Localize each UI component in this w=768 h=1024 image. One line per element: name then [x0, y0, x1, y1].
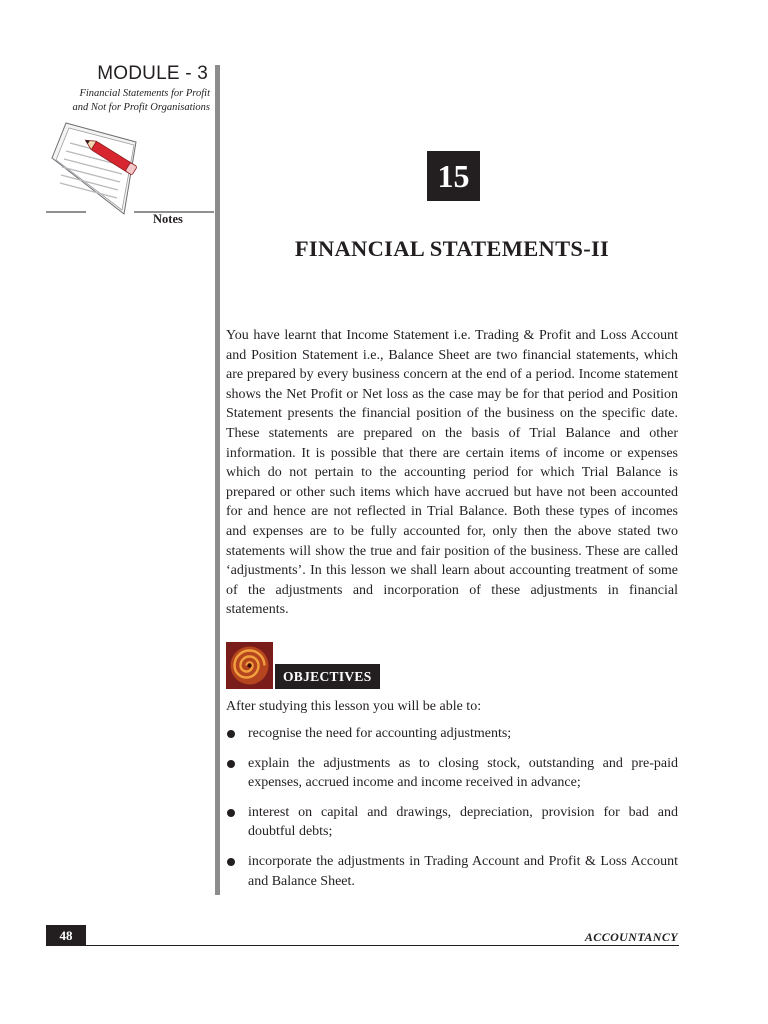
- bullet-icon: [227, 760, 235, 768]
- list-item: [226, 724, 678, 744]
- bullet-icon: [227, 809, 235, 817]
- list-item-text: interest on capital and drawings, depreciation, provision for bad and doubtful debts;: [248, 804, 678, 840]
- list-item-text: incorporate the adjustments in Trading Account and Profit & Loss Account and Balance Sheet.: [248, 853, 678, 889]
- footer-title: ACCOUNTANCY: [584, 930, 678, 944]
- bullet-icon: [227, 858, 235, 866]
- target-spiral-icon: [226, 642, 273, 689]
- chapter-title: FINANCIAL STATEMENTS-II: [294, 236, 610, 261]
- objectives-list: [226, 724, 678, 901]
- footer-divider: [86, 945, 679, 946]
- list-item-text: recognise the need for accounting adjustments;: [248, 726, 512, 741]
- list-item: [226, 803, 678, 842]
- module-subtitle-line-1: Financial Statements for Profit: [79, 88, 210, 99]
- notes-label: Notes: [153, 212, 183, 226]
- list-item: [226, 852, 678, 891]
- list-item-text: explain the adjustments as to closing stock, outstanding and pre-paid expenses, accrued income and income received in advance;: [248, 755, 678, 791]
- list-item: [226, 754, 678, 793]
- notepad-with-pencil-icon: [44, 118, 216, 218]
- module-label: MODULE - 3: [97, 63, 208, 84]
- bullet-icon: [227, 730, 235, 738]
- module-subtitle-line-2: and Not for Profit Organisations: [72, 102, 210, 113]
- intro-paragraph: You have learnt that Income Statement i.e. Trading & Profit and Loss Account and Position Statement i.e., Balance Sheet are two financial statements, which are prepared by every business concern at the end of a period. Income statement shows the Net Profit or Net loss as the case may be for that period and Position Statement presents the financial position of the business on the specific date. These statements are prepared on the basis of Trial Balance and other information. It is possible that there are certain items of income or expenses which do not pertain to the accounting period for which Trial Balance is prepared or other such items which have accrued but have not been accounted for and hence are not reflected in Trial Balance. Both these types of incomes and expenses are to be fully accounted for, only then the above stated two statements will show the true and fair position of the business. These are called ‘adjustments’. In this lesson we shall learn about accounting treatment of some of the adjustments and incorporation of these adjustments in financial statements.: [226, 328, 678, 618]
- objectives-intro: After studying this lesson you will be able to:: [226, 699, 482, 714]
- objectives-heading: OBJECTIVES: [275, 664, 380, 689]
- page-number: 48: [46, 925, 86, 946]
- chapter-number: 15: [427, 151, 480, 201]
- module-subtitle: [52, 87, 210, 115]
